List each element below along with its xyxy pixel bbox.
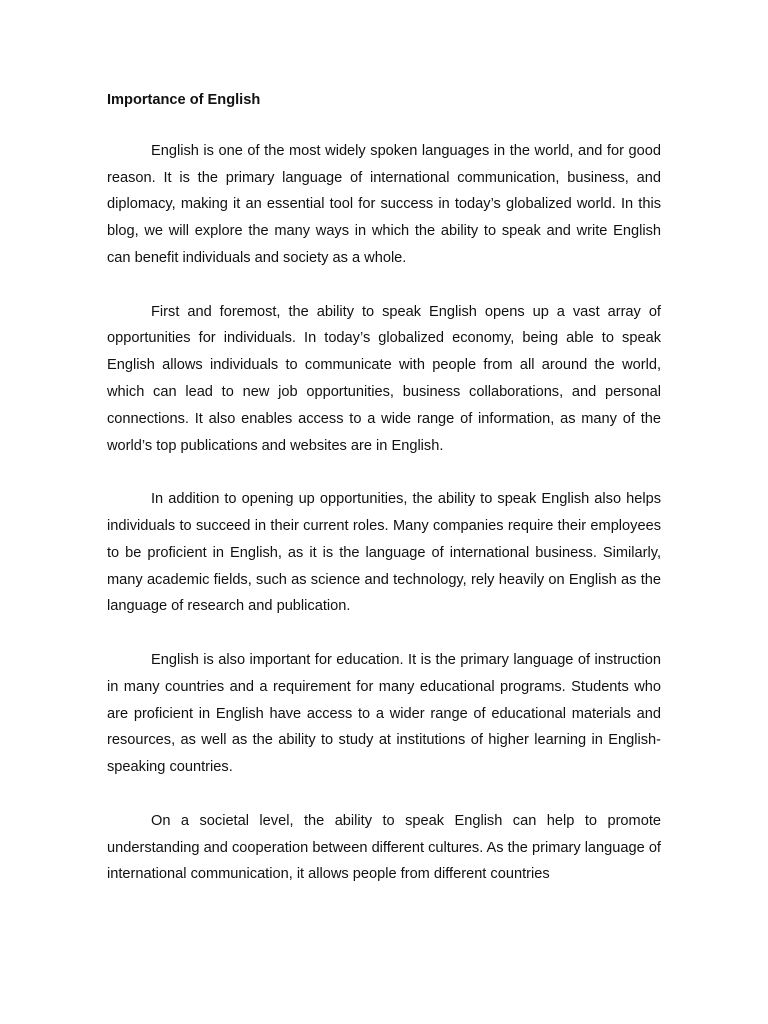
document-body bbox=[107, 89, 661, 915]
paragraph-4: English is also important for education. It is the primary language of instruction in many countries and a requirement for many educational programs. Students who are proficient in English have access to a wider range of educational materials and resources, as well as the ability to study at institutions of higher learning in English-speaking countries. bbox=[107, 651, 661, 776]
paragraph-2: First and foremost, the ability to speak English opens up a vast array of opportunities for individuals. In today’s globalized economy, being able to speak English allows individuals to communicate with people from all around the world, which can lead to new job opportunities, business collaborations, and personal connections. It also enables access to a wide range of information, as many of the world’s top publications and websites are in English. bbox=[107, 303, 661, 454]
paragraph-3: In addition to opening up opportunities, the ability to speak English also helps individuals to succeed in their current roles. Many companies require their employees to be proficient in English, as it is the language of international business. Similarly, many academic fields, such as science and technology, rely heavily on English as the language of research and publication. bbox=[107, 491, 661, 615]
paragraph-5: On a societal level, the ability to speak English can help to promote understanding and cooperation between different cultures. As the primary language of international communication, it allows people from different countries bbox=[107, 812, 661, 883]
document-title: Importance of English bbox=[107, 92, 261, 108]
paragraph-1: English is one of the most widely spoken languages in the world, and for good reason. It is the primary language of international communication, business, and diplomacy, making it an essential tool for success in today’s globalized world. In this blog, we will explore the many ways in which the ability to speak and write English can benefit individuals and society as a whole. bbox=[107, 142, 661, 266]
